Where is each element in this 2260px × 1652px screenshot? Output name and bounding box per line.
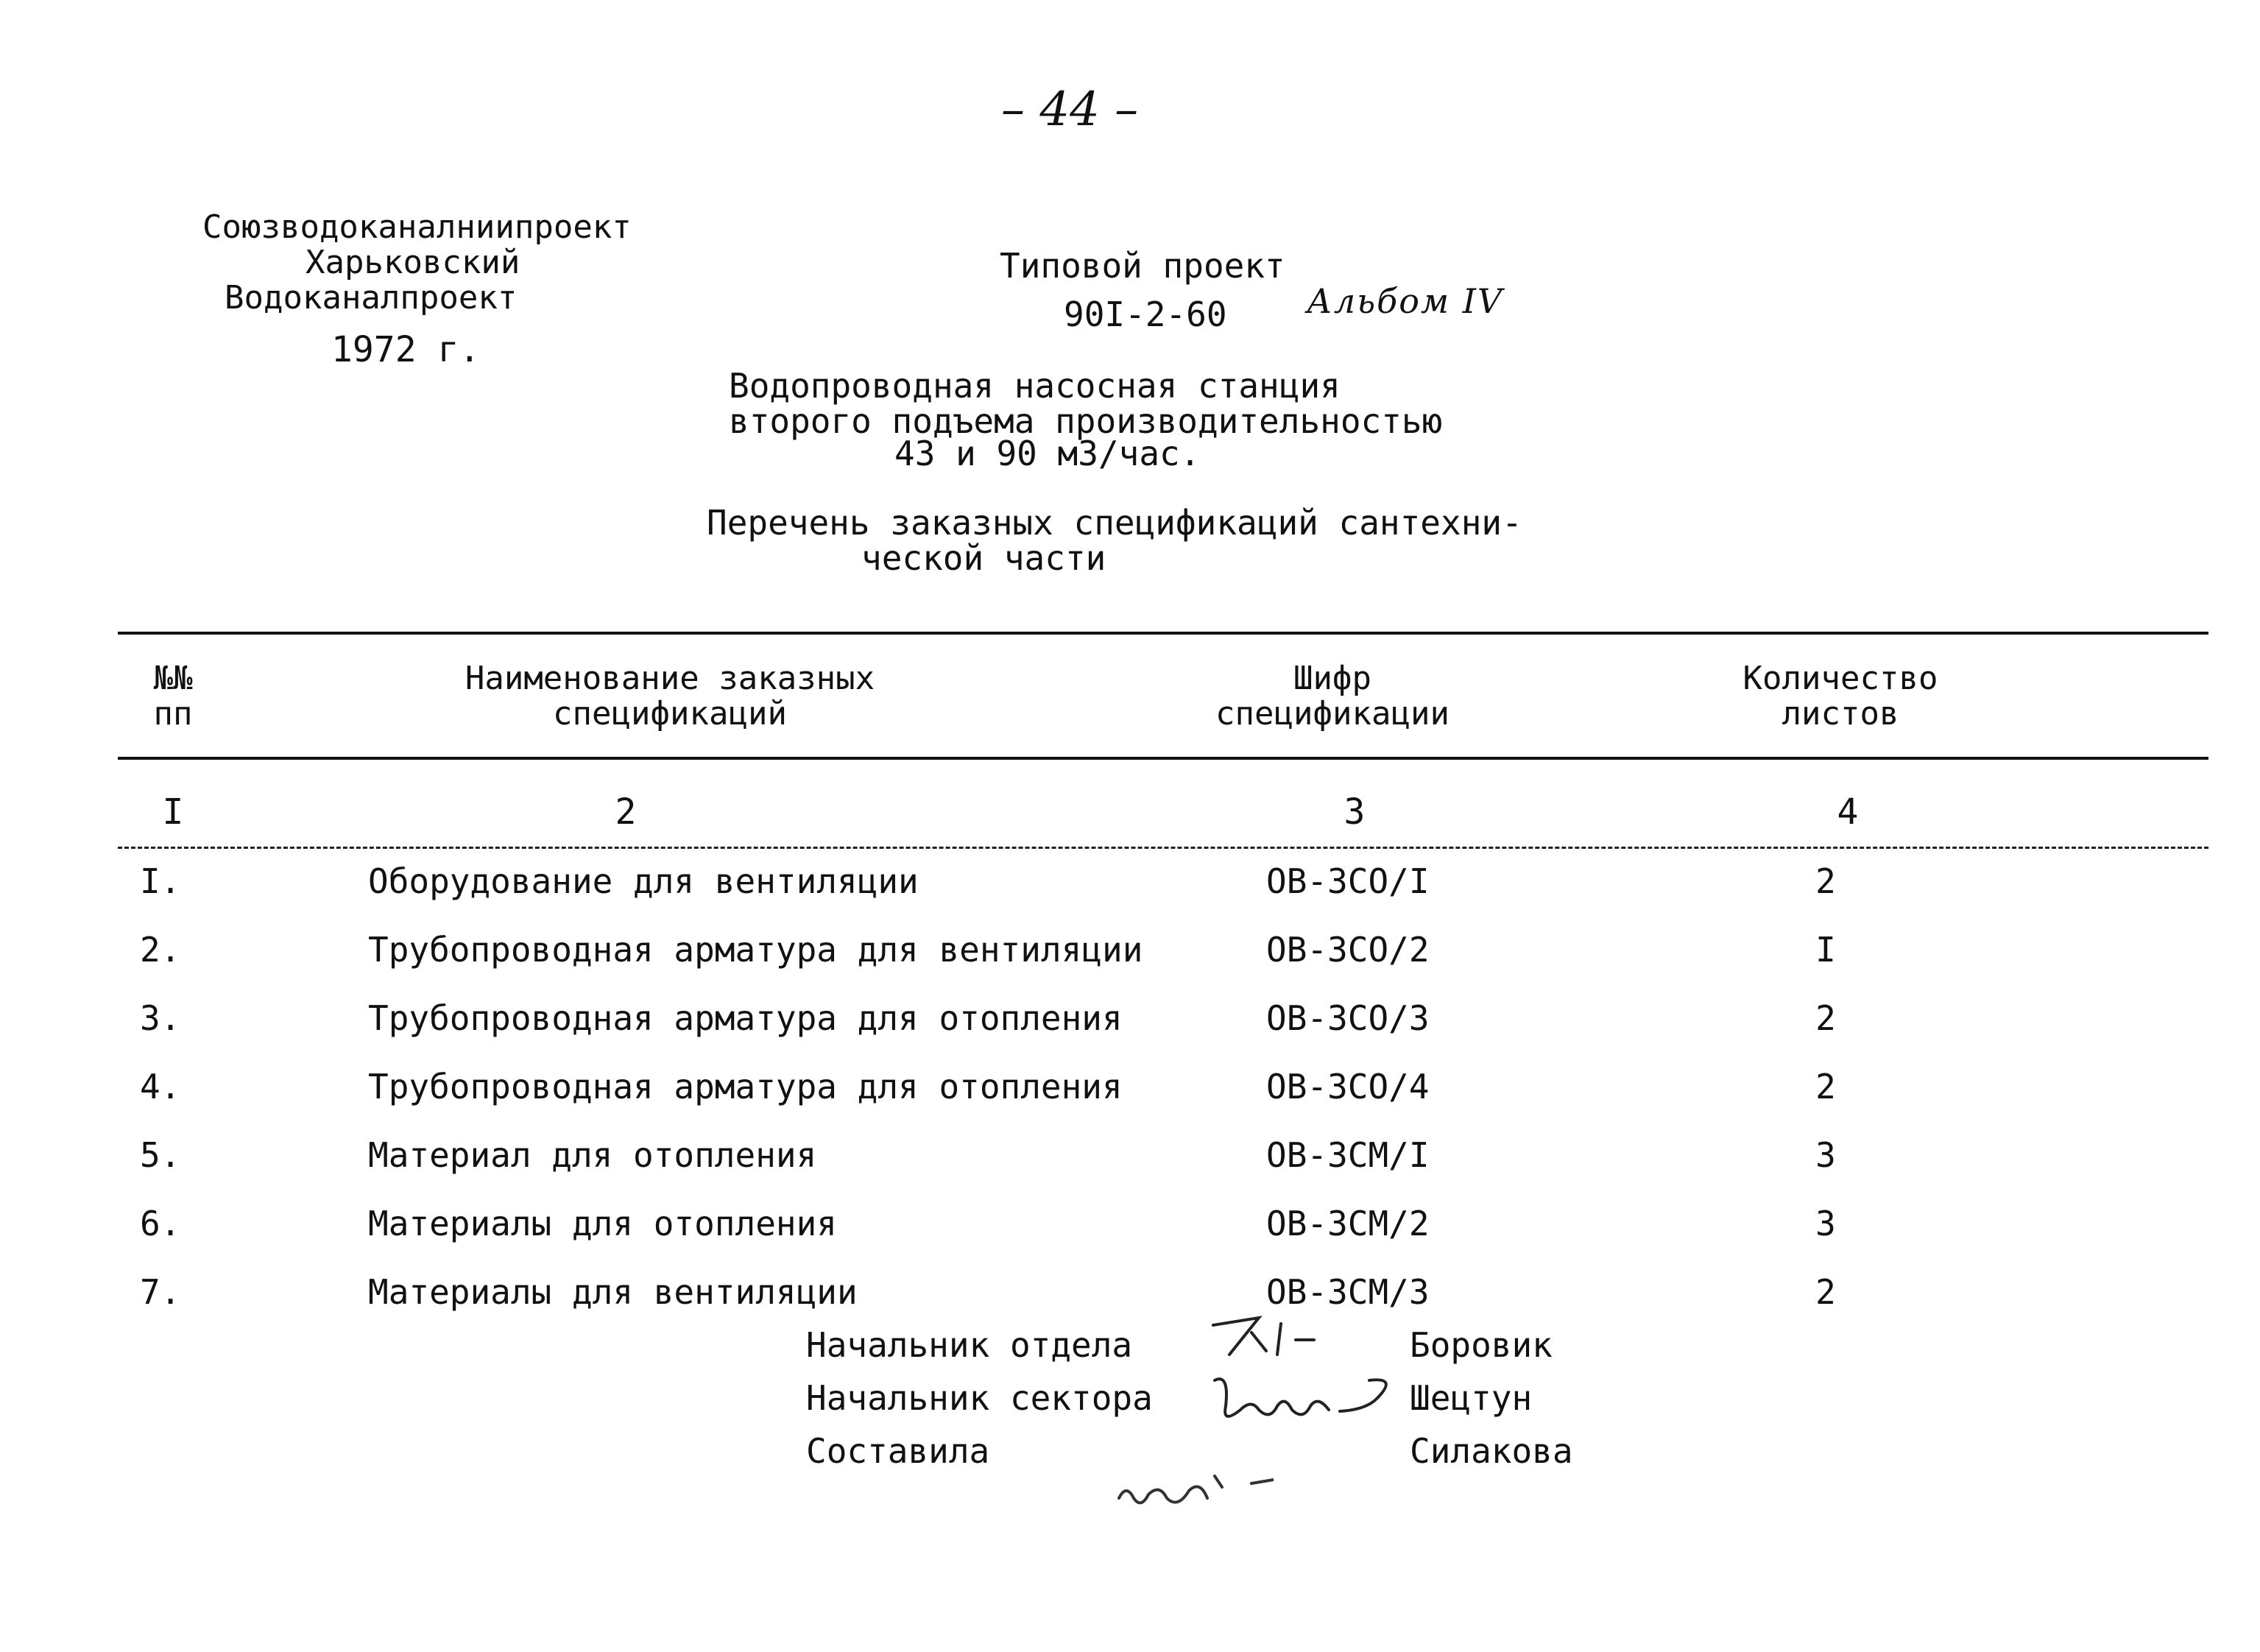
column-number-2: 2 xyxy=(615,791,637,833)
header-name xyxy=(412,661,928,732)
table-row xyxy=(0,998,2260,1050)
column-number-4: 4 xyxy=(1837,791,1859,833)
handwritten-signature-3 xyxy=(1104,1461,1274,1520)
row-number: 3. xyxy=(140,998,181,1038)
row-sheet-count: 2 xyxy=(1815,861,1836,901)
row-number: 7. xyxy=(140,1272,181,1312)
header-code xyxy=(1185,661,1480,732)
header-sheet-count xyxy=(1693,661,1988,732)
header-name-line-2: спецификаций xyxy=(553,695,787,733)
table-column-number-rule xyxy=(118,847,2208,849)
column-number-3: 3 xyxy=(1343,791,1366,833)
row-spec-name: Трубопроводная арматура для отопления xyxy=(368,1067,1123,1106)
row-sheet-count: 2 xyxy=(1815,1067,1836,1106)
row-number: 6. xyxy=(140,1204,181,1243)
table-row xyxy=(0,1204,2260,1255)
handwritten-signature-2 xyxy=(1200,1366,1413,1432)
title-line-2: второго подъема производительностью xyxy=(729,401,1443,441)
signature-name-compiler: Силакова xyxy=(1410,1431,1573,1471)
table-row xyxy=(0,861,2260,913)
row-spec-code: ОВ-3СО/2 xyxy=(1266,930,1430,970)
header-sheet-count-line-2: листов xyxy=(1781,695,1899,733)
row-number: I. xyxy=(140,861,181,901)
row-sheet-count: 2 xyxy=(1815,998,1836,1038)
album-note: Альбом IV xyxy=(1307,281,1504,321)
row-sheet-count: 2 xyxy=(1815,1272,1836,1312)
list-title-line-1: Перечень заказных спецификаций сантехни- xyxy=(707,503,1522,543)
title-line-3: 43 и 90 м3/час. xyxy=(894,434,1201,473)
header-name-line-1: Наименование заказных xyxy=(465,660,875,697)
org-name-line-3: Водоканалпроект xyxy=(225,279,518,317)
table-row xyxy=(0,1067,2260,1118)
row-spec-code: ОВ-3СМ/3 xyxy=(1266,1272,1430,1312)
signature-role-compiler: Составила xyxy=(806,1431,990,1471)
header-code-line-1: Шифр xyxy=(1293,660,1371,697)
signature-name-department-head: Боровик xyxy=(1410,1325,1553,1365)
signature-name-sector-head: Шецтун xyxy=(1410,1378,1533,1418)
list-title-line-2: ческой части xyxy=(861,538,1106,578)
org-name-line-1: Союзводоканалниипроект xyxy=(202,208,632,246)
page-number: – 44 – xyxy=(1001,82,1139,137)
org-year: 1972 г. xyxy=(331,329,481,370)
column-number-1: I xyxy=(162,791,184,833)
row-sheet-count: 3 xyxy=(1815,1135,1836,1175)
row-sheet-count: I xyxy=(1815,930,1836,970)
row-spec-code: ОВ-3СМ/I xyxy=(1266,1135,1430,1175)
header-sheet-count-line-1: Количество xyxy=(1742,660,1938,697)
project-label: Типовой проект xyxy=(1000,246,1285,286)
table-top-rule xyxy=(118,632,2208,635)
org-name-line-2: Харьковский xyxy=(306,244,520,281)
row-spec-name: Материалы для вентиляции xyxy=(368,1272,858,1312)
table-row xyxy=(0,1272,2260,1324)
header-number-line-2: пп xyxy=(153,695,193,733)
row-spec-name: Оборудование для вентиляции xyxy=(368,861,919,901)
table-row xyxy=(0,1135,2260,1187)
header-number xyxy=(121,661,225,732)
row-spec-code: ОВ-3СМ/2 xyxy=(1266,1204,1430,1243)
row-sheet-count: 3 xyxy=(1815,1204,1836,1243)
header-code-line-2: спецификации xyxy=(1215,695,1449,733)
project-code: 90I-2-60 xyxy=(1064,294,1227,334)
row-spec-name: Материалы для отопления xyxy=(368,1204,837,1243)
row-spec-code: ОВ-3СО/4 xyxy=(1266,1067,1430,1106)
table-row xyxy=(0,930,2260,981)
table-header-rule xyxy=(118,757,2208,760)
signature-role-department-head: Начальник отдела xyxy=(806,1325,1133,1365)
row-spec-name: Материал для отопления xyxy=(368,1135,817,1175)
row-spec-name: Трубопроводная арматура для вентиляции xyxy=(368,930,1143,970)
header-number-line-1: №№ xyxy=(153,660,193,697)
row-spec-code: ОВ-3СО/3 xyxy=(1266,998,1430,1038)
row-spec-name: Трубопроводная арматура для отопления xyxy=(368,998,1123,1038)
title-line-1: Водопроводная насосная станция xyxy=(729,366,1341,406)
row-spec-code: ОВ-3СО/I xyxy=(1266,861,1430,901)
row-number: 5. xyxy=(140,1135,181,1175)
row-number: 2. xyxy=(140,930,181,970)
row-number: 4. xyxy=(140,1067,181,1106)
signature-role-sector-head: Начальник сектора xyxy=(806,1378,1153,1418)
